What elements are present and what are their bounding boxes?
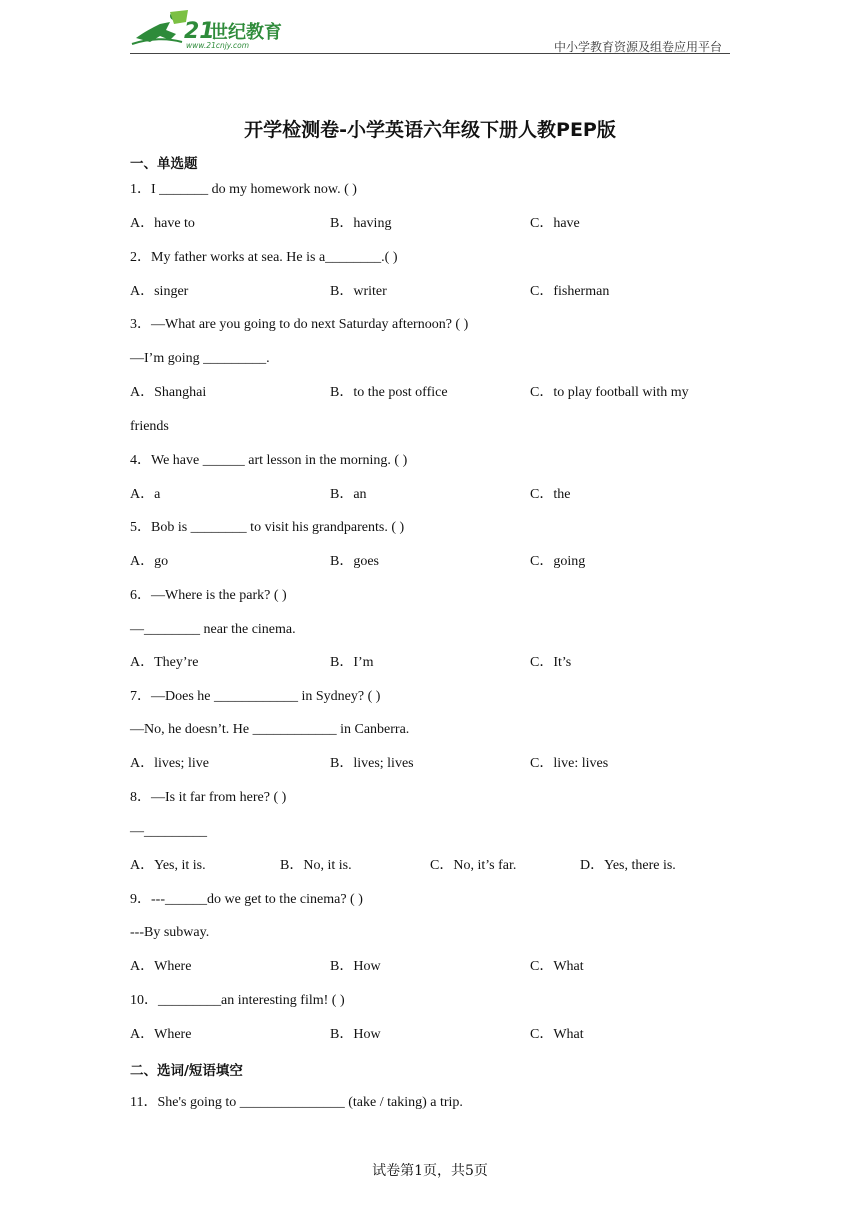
option-a: A．have to xyxy=(130,216,195,231)
option-c: C．What xyxy=(530,959,584,974)
option-c: C．live: lives xyxy=(530,756,609,771)
question-stem-line2: ---By subway. xyxy=(130,925,210,940)
option-c: C．It’s xyxy=(530,655,572,670)
option-c: C．the xyxy=(530,487,571,502)
svg-text:www.21cnjy.com: www.21cnjy.com xyxy=(186,41,250,50)
option-a: A．Where xyxy=(130,1027,192,1042)
svg-text:世纪教育: 世纪教育 xyxy=(210,22,282,43)
page-title: 开学检测卷-小学英语六年级下册人教PEP版 xyxy=(244,119,616,141)
option-b: B．How xyxy=(330,1027,381,1042)
question-stem-line2: —________ near the cinema. xyxy=(130,622,296,637)
option-b: B．to the post office xyxy=(330,385,448,400)
option-c: C．No, it’s far. xyxy=(430,858,517,873)
section-heading: 一、单选题 xyxy=(130,156,198,172)
option-d: D．Yes, there is. xyxy=(580,858,676,873)
option-a: A．Yes, it is. xyxy=(130,858,206,873)
question-stem: 1．I _______ do my homework now. ( ) xyxy=(130,182,357,197)
option-c: C．fisherman xyxy=(530,284,610,299)
page-header xyxy=(130,8,730,54)
option-c: C．going xyxy=(530,554,586,569)
site-logo xyxy=(130,8,305,52)
option-b: B．an xyxy=(330,487,367,502)
question-stem: 10．_________an interesting film! ( ) xyxy=(130,993,345,1008)
option-a: A．a xyxy=(130,487,161,502)
question-stem: 7．—Does he ____________ in Sydney? ( ) xyxy=(130,689,381,704)
question-stem: 11．She's going to _______________ (take / taking) a trip. xyxy=(130,1095,463,1110)
option-b: B．lives; lives xyxy=(330,756,414,771)
question-stem: 4．We have ______ art lesson in the morning. ( ) xyxy=(130,453,408,468)
option-c-continued: friends xyxy=(130,419,169,434)
option-b: B．writer xyxy=(330,284,387,299)
question-stem: 3．—What are you going to do next Saturday afternoon? ( ) xyxy=(130,317,469,332)
option-a: A．Where xyxy=(130,959,192,974)
option-c: C．What xyxy=(530,1027,584,1042)
question-stem: 6．—Where is the park? ( ) xyxy=(130,588,287,603)
option-b: B．goes xyxy=(330,554,379,569)
section-heading: 二、选词/短语填空 xyxy=(130,1063,243,1079)
question-stem: 8．—Is it far from here? ( ) xyxy=(130,790,287,805)
option-b: B．How xyxy=(330,959,381,974)
option-b: B．having xyxy=(330,216,392,231)
option-c: C．have xyxy=(530,216,580,231)
option-a: A．lives; live xyxy=(130,756,209,771)
option-a: A．Shanghai xyxy=(130,385,207,400)
question-stem-line2: —I’m going _________. xyxy=(130,351,270,366)
svg-text:21: 21 xyxy=(184,19,215,44)
option-a: A．They’re xyxy=(130,655,199,670)
question-stem: 9．---______do we get to the cinema? ( ) xyxy=(130,892,363,907)
question-stem-line2: —No, he doesn’t. He ____________ in Canberra. xyxy=(130,722,410,737)
option-a: A．go xyxy=(130,554,169,569)
page-footer: 试卷第1页，共5页 xyxy=(372,1163,488,1179)
option-c: C．to play football with my xyxy=(530,385,689,400)
question-stem-line2: —_________ xyxy=(130,824,207,839)
option-b: B．I’m xyxy=(330,655,374,670)
question-stem: 2．My father works at sea. He is a________.( ) xyxy=(130,250,398,265)
option-a: A．singer xyxy=(130,284,189,299)
question-stem: 5．Bob is ________ to visit his grandparents. ( ) xyxy=(130,520,405,535)
header-divider xyxy=(130,53,730,54)
platform-name: 中小学教育资源及组卷应用平台 xyxy=(553,40,722,54)
option-b: B．No, it is. xyxy=(280,858,352,873)
